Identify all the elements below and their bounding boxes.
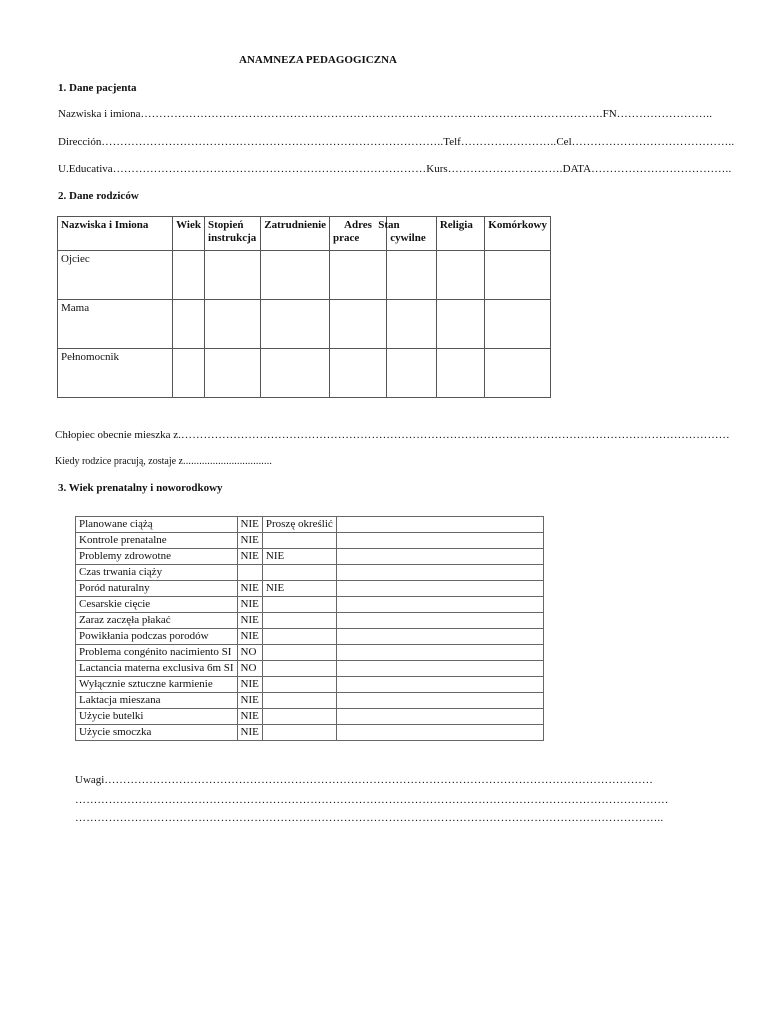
name-line: Nazwiska i imiona…………………………………………………………………………………………………………….FN……………………..: [58, 108, 713, 120]
prenatal-answer-a[interactable]: NIE: [237, 597, 262, 613]
notes-label: Uwagi: [75, 774, 105, 786]
address-line: Dirección………………………………………………………………………………..Telf……………………..Cel……………………………………..: [58, 136, 735, 148]
mother-age-cell[interactable]: [173, 300, 205, 349]
prenatal-row-label: Planowane ciążą: [76, 517, 238, 533]
prenatal-row: [76, 725, 544, 741]
prenatal-answer-b[interactable]: [262, 597, 336, 613]
parents-row-guardian: [58, 349, 551, 398]
prenatal-row: [76, 549, 544, 565]
prenatal-notes-cell[interactable]: [336, 645, 543, 661]
prenatal-row-label: Kontrole prenatalne: [76, 533, 238, 549]
section-1-heading: 1. Dane pacjenta: [58, 82, 137, 94]
father-phone-cell[interactable]: [485, 251, 551, 300]
section-3-heading: 3. Wiek prenatalny i noworodkowy: [58, 482, 223, 494]
prenatal-notes-cell[interactable]: [336, 613, 543, 629]
prenatal-notes-cell[interactable]: [336, 517, 543, 533]
document-title: ANAMNEZA PEDAGOGICZNA: [239, 54, 397, 66]
prenatal-row: [76, 517, 544, 533]
prenatal-answer-a[interactable]: NIE: [237, 629, 262, 645]
prenatal-notes-cell[interactable]: [336, 661, 543, 677]
prenatal-answer-a[interactable]: [237, 565, 262, 581]
header-phone: Komórkowy: [485, 217, 551, 251]
prenatal-answer-a[interactable]: NO: [237, 661, 262, 677]
prenatal-row-label: Lactancia materna exclusiva 6m SI: [76, 661, 238, 677]
guardian-marital-cell[interactable]: [387, 349, 437, 398]
father-marital-cell[interactable]: [387, 251, 437, 300]
parents-row-mother: [58, 300, 551, 349]
prenatal-answer-b[interactable]: [262, 565, 336, 581]
header-work-address: Adres prace: [330, 217, 387, 251]
prenatal-notes-cell[interactable]: [336, 565, 543, 581]
prenatal-row-label: Problemy zdrowotne: [76, 549, 238, 565]
prenatal-row: [76, 613, 544, 629]
header-age: Wiek: [173, 217, 205, 251]
direccion-label: Dirección: [58, 136, 102, 148]
guardian-age-cell[interactable]: [173, 349, 205, 398]
prenatal-row-label: Zaraz zaczęła płakać: [76, 613, 238, 629]
mother-education-cell[interactable]: [205, 300, 261, 349]
row-label-guardian: Pełnomocnik: [58, 349, 173, 398]
prenatal-row: [76, 565, 544, 581]
parents-row-father: [58, 251, 551, 300]
parents-table: [57, 216, 551, 398]
prenatal-answer-b[interactable]: [262, 661, 336, 677]
father-employment-cell[interactable]: [261, 251, 330, 300]
prenatal-row: [76, 661, 544, 677]
prenatal-answer-b[interactable]: [262, 693, 336, 709]
prenatal-notes-cell[interactable]: [336, 533, 543, 549]
guardian-education-cell[interactable]: [205, 349, 261, 398]
prenatal-answer-a[interactable]: NIE: [237, 533, 262, 549]
prenatal-answer-b[interactable]: [262, 613, 336, 629]
school-line: U.Educativa…………………………………………………………………………Kurs………………………….DATA………………………………..: [58, 163, 732, 175]
prenatal-notes-cell[interactable]: [336, 709, 543, 725]
prenatal-row-label: Cesarskie cięcie: [76, 597, 238, 613]
prenatal-row: [76, 581, 544, 597]
header-religion: Religia: [436, 217, 484, 251]
prenatal-answer-b[interactable]: [262, 533, 336, 549]
header-names: Nazwiska i Imiona: [58, 217, 173, 251]
prenatal-row: [76, 693, 544, 709]
mother-phone-cell[interactable]: [485, 300, 551, 349]
prenatal-row-label: Użycie butelki: [76, 709, 238, 725]
prenatal-answer-a[interactable]: NIE: [237, 677, 262, 693]
guardian-phone-cell[interactable]: [485, 349, 551, 398]
prenatal-table: [75, 516, 544, 741]
prenatal-notes-cell[interactable]: [336, 629, 543, 645]
prenatal-notes-cell[interactable]: [336, 693, 543, 709]
data-label: DATA: [562, 163, 592, 175]
mother-address-cell[interactable]: [330, 300, 387, 349]
guardian-employment-cell[interactable]: [261, 349, 330, 398]
guardian-religion-cell[interactable]: [436, 349, 484, 398]
prenatal-notes-cell[interactable]: [336, 677, 543, 693]
mother-marital-cell[interactable]: [387, 300, 437, 349]
prenatal-answer-b[interactable]: [262, 725, 336, 741]
prenatal-answer-b[interactable]: [262, 709, 336, 725]
header-employment: Zatrudnienie: [261, 217, 330, 251]
section-2-heading: 2. Dane rodziców: [58, 190, 139, 202]
prenatal-answer-b[interactable]: [262, 677, 336, 693]
when-parents-work-label: Kiedy rodzice pracują, zostaje z: [55, 456, 183, 467]
notes-line-3: …………………………………………………………………………………………………………………………………………..: [75, 812, 664, 824]
kurs-label: Kurs: [426, 163, 448, 175]
prenatal-answer-b[interactable]: [262, 645, 336, 661]
prenatal-notes-cell[interactable]: [336, 581, 543, 597]
parents-header-row: [58, 217, 551, 251]
prenatal-row: [76, 629, 544, 645]
ueducativa-label: U.Educativa: [58, 163, 113, 175]
prenatal-row-label: Poród naturalny: [76, 581, 238, 597]
prenatal-answer-a[interactable]: NIE: [237, 517, 262, 533]
prenatal-answer-a[interactable]: NIE: [237, 693, 262, 709]
when-parents-work-line: Kiedy rodzice pracują, zostaje z.................................: [55, 456, 273, 467]
prenatal-row-label: Wyłącznie sztuczne karmienie: [76, 677, 238, 693]
lives-with-label: Chłopiec obecnie mieszka z: [55, 429, 179, 441]
prenatal-answer-b[interactable]: Proszę określić: [262, 517, 336, 533]
prenatal-row-label: Laktacja mieszana: [76, 693, 238, 709]
prenatal-answer-a[interactable]: NIE: [237, 613, 262, 629]
notes-line-1: Uwagi…………………………………………………………………………………………………………………………………: [75, 774, 654, 786]
prenatal-row: [76, 597, 544, 613]
prenatal-answer-a[interactable]: NIE: [237, 581, 262, 597]
father-education-cell[interactable]: [205, 251, 261, 300]
mother-employment-cell[interactable]: [261, 300, 330, 349]
row-label-mother: Mama: [58, 300, 173, 349]
mother-religion-cell[interactable]: [436, 300, 484, 349]
lives-with-line: Chłopiec obecnie mieszka z.…………………………………………………………………………………………………………………………………: [55, 429, 730, 441]
header-education: Stopień instrukcja: [205, 217, 261, 251]
header-marital-status: Stan cywilne: [387, 217, 437, 251]
prenatal-row: [76, 645, 544, 661]
prenatal-row-label: Czas trwania ciąży: [76, 565, 238, 581]
cel-label: Cel: [556, 136, 572, 148]
telf-label: Telf: [443, 136, 461, 148]
notes-line-2: ……………………………………………………………………………………………………………………………………………: [75, 794, 669, 806]
fn-label: FN: [602, 108, 617, 120]
prenatal-notes-cell[interactable]: [336, 597, 543, 613]
row-label-father: Ojciec: [58, 251, 173, 300]
prenatal-answer-a[interactable]: NIE: [237, 549, 262, 565]
prenatal-answer-b[interactable]: [262, 629, 336, 645]
father-address-cell[interactable]: [330, 251, 387, 300]
father-age-cell[interactable]: [173, 251, 205, 300]
prenatal-row: [76, 677, 544, 693]
name-label: Nazwiska i imiona: [58, 108, 141, 120]
prenatal-answer-a[interactable]: NIE: [237, 709, 262, 725]
prenatal-notes-cell[interactable]: [336, 725, 543, 741]
prenatal-row-label: Powikłania podczas porodów: [76, 629, 238, 645]
prenatal-row-label: Użycie smoczka: [76, 725, 238, 741]
prenatal-notes-cell[interactable]: [336, 549, 543, 565]
prenatal-row: [76, 709, 544, 725]
prenatal-answer-b[interactable]: NIE: [262, 581, 336, 597]
prenatal-row: [76, 533, 544, 549]
father-religion-cell[interactable]: [436, 251, 484, 300]
prenatal-answer-a[interactable]: NO: [237, 645, 262, 661]
prenatal-answer-b[interactable]: NIE: [262, 549, 336, 565]
prenatal-answer-a[interactable]: NIE: [237, 725, 262, 741]
guardian-address-cell[interactable]: [330, 349, 387, 398]
prenatal-row-label: Problema congénito nacimiento SI: [76, 645, 238, 661]
